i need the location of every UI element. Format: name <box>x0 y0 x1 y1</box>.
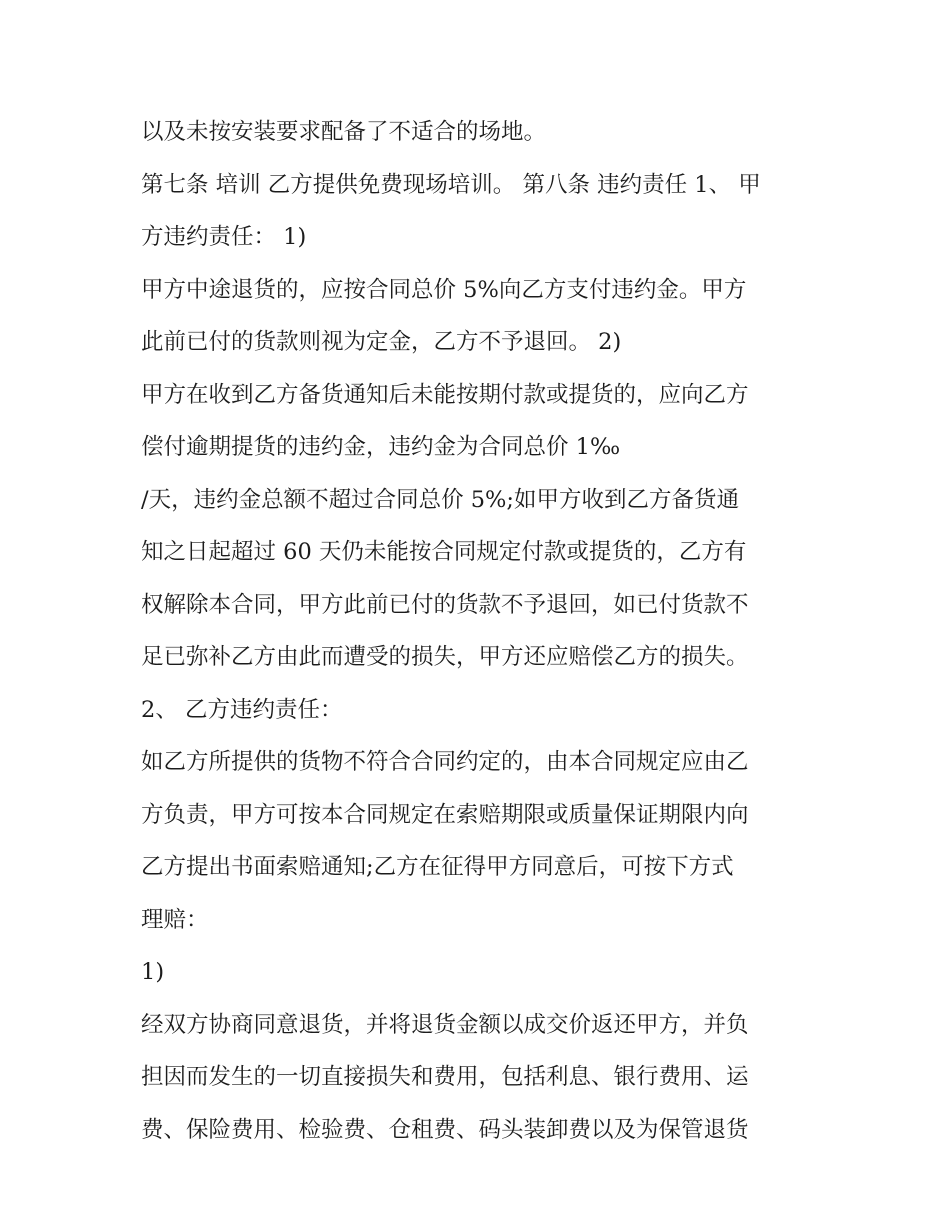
text-line: 方负责，甲方可按本合同规定在索赔期限或质量保证期限内向 <box>141 801 749 828</box>
text-line: 甲方中途退货的，应按合同总价 5%向乙方支付违约金。甲方 <box>141 276 747 303</box>
text-line: 足已弥补乙方由此而遭受的损失，甲方还应赔偿乙方的损失。 <box>141 644 749 670</box>
text-line: 偿付逾期提货的违约金，违约金为合同总价 1‰ <box>141 434 621 460</box>
text-line: /天，违约金总额不超过合同总价 5%;如甲方收到乙方备货通 <box>141 486 740 513</box>
text-line: 第七条 培训 乙方提供免费现场培训。 第八条 违约责任 1、 甲 <box>141 171 761 198</box>
text-line: 1) <box>141 959 165 985</box>
text-line: 担因而发生的一切直接损失和费用，包括利息、银行费用、运 <box>141 1064 749 1090</box>
text-line: 费、保险费用、检验费、仓租费、码头装卸费以及为保管退货 <box>141 1116 749 1143</box>
text-line: 如乙方所提供的货物不符合合同约定的，由本合同规定应由乙 <box>141 749 749 775</box>
text-line: 甲方在收到乙方备货通知后未能按期付款或提货的，应向乙方 <box>141 381 749 408</box>
text-line: 方违约责任： 1) <box>141 224 307 250</box>
text-line: 知之日起超过 60 天仍未能按合同规定付款或提货的，乙方有 <box>141 539 747 565</box>
text-line: 以及未按安装要求配备了不适合的场地。 <box>141 119 547 145</box>
text-line: 权解除本合同，甲方此前已付的货款不予退回，如已付货款不 <box>141 591 749 618</box>
document-body <box>141 106 821 1156</box>
text-line: 理赔： <box>141 906 209 933</box>
text-line: 经双方协商同意退货，并将退货金额以成交价返还甲方，并负 <box>141 1011 749 1038</box>
text-line: 2、 乙方违约责任： <box>141 696 343 723</box>
text-line: 乙方提出书面索赔通知;乙方在征得甲方同意后，可按下方式 <box>141 854 734 880</box>
text-line: 此前已付的货款则视为定金，乙方不予退回。 2) <box>141 329 622 355</box>
